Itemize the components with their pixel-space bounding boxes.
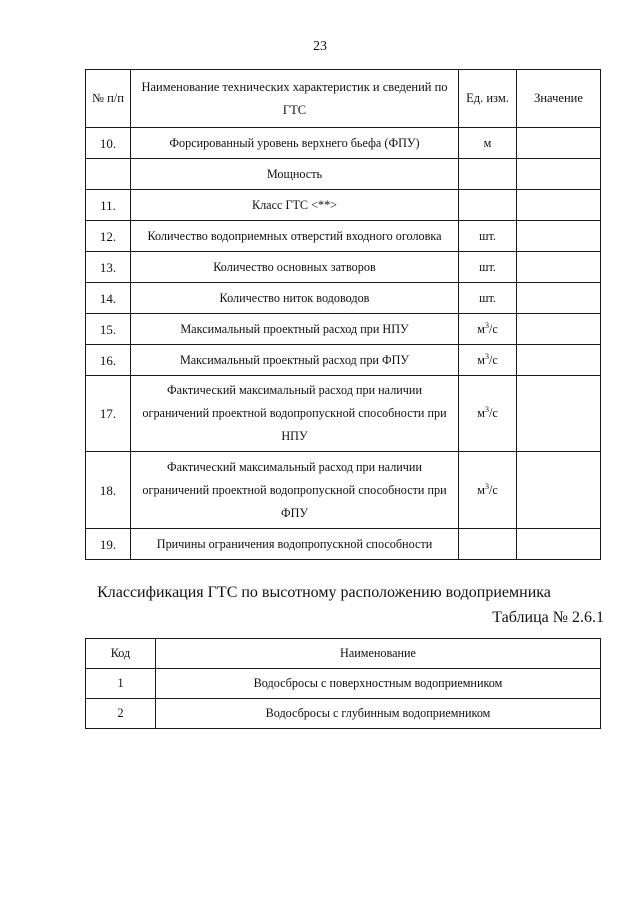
spec-table-header-row xyxy=(86,70,601,128)
page-number: 23 xyxy=(313,39,327,54)
unit-tail: /с xyxy=(488,482,498,497)
unit-exponent: 3 xyxy=(484,320,489,330)
header-name: Наименование xyxy=(156,639,601,669)
unit-exponent: 3 xyxy=(484,351,489,361)
row-num: 18. xyxy=(86,452,131,529)
row-unit xyxy=(459,159,517,190)
classification-header-row xyxy=(86,639,601,669)
row-value xyxy=(517,159,601,190)
header-value: Значение xyxy=(517,70,601,128)
row-unit: м xyxy=(459,128,517,159)
table-row xyxy=(86,159,601,190)
row-value xyxy=(517,128,601,159)
table-row xyxy=(86,128,601,159)
row-name: Количество основных затворов xyxy=(131,252,459,283)
unit-tail: /с xyxy=(488,321,498,336)
row-code: 2 xyxy=(86,699,156,729)
table-row xyxy=(86,529,601,560)
row-name: Фактический максимальный расход при наличии ограничений проектной водопропускной способности при НПУ xyxy=(131,376,459,452)
classification-table xyxy=(85,638,601,729)
row-unit: шт. xyxy=(459,252,517,283)
table-row xyxy=(86,699,601,729)
row-unit xyxy=(459,376,517,452)
row-num: 19. xyxy=(86,529,131,560)
row-code: 1 xyxy=(86,669,156,699)
row-num: 14. xyxy=(86,283,131,314)
header-num: № п/п xyxy=(86,70,131,128)
row-name: Количество водоприемных отверстий входного оголовка xyxy=(131,221,459,252)
table-row xyxy=(86,345,601,376)
unit-base: м xyxy=(477,406,485,420)
row-num xyxy=(86,159,131,190)
unit-tail: /с xyxy=(488,406,498,420)
table-row xyxy=(86,283,601,314)
row-name: Фактический максимальный расход при наличии ограничений проектной водопропускной способности при ФПУ xyxy=(131,452,459,529)
table-row xyxy=(86,669,601,699)
spec-table xyxy=(85,69,601,560)
row-name: Максимальный проектный расход при НПУ xyxy=(131,314,459,345)
row-name: Количество ниток водоводов xyxy=(131,283,459,314)
row-num: 17. xyxy=(86,376,131,452)
table-row xyxy=(86,221,601,252)
row-value xyxy=(517,190,601,221)
table-row xyxy=(86,190,601,221)
row-num: 13. xyxy=(86,252,131,283)
row-unit xyxy=(459,452,517,529)
table-row xyxy=(86,314,601,345)
unit-base: м xyxy=(477,321,485,336)
unit-base: м xyxy=(477,352,485,367)
header-name: Наименование технических характеристик и сведений по ГТС xyxy=(131,70,459,128)
row-value xyxy=(517,529,601,560)
row-name: Форсированный уровень верхнего бьефа (ФПУ) xyxy=(131,128,459,159)
header-code: Код xyxy=(86,639,156,669)
row-name: Причины ограничения водопропускной способности xyxy=(131,529,459,560)
row-value xyxy=(517,221,601,252)
row-unit: шт. xyxy=(459,221,517,252)
section-title: Классификация ГТС по высотному расположению водоприемника xyxy=(97,584,551,601)
row-value xyxy=(517,452,601,529)
row-value xyxy=(517,283,601,314)
row-num: 15. xyxy=(86,314,131,345)
unit-exponent: 3 xyxy=(484,405,489,414)
row-unit xyxy=(459,190,517,221)
row-unit xyxy=(459,314,517,345)
unit-tail: /с xyxy=(488,352,498,367)
unit-exponent: 3 xyxy=(484,481,489,491)
row-unit: шт. xyxy=(459,283,517,314)
row-num: 16. xyxy=(86,345,131,376)
row-value xyxy=(517,252,601,283)
row-num: 11. xyxy=(86,190,131,221)
row-unit xyxy=(459,345,517,376)
row-name: Водосбросы с глубинным водоприемником xyxy=(156,699,601,729)
unit-base: м xyxy=(477,482,485,497)
table-row xyxy=(86,252,601,283)
row-name: Мощность xyxy=(131,159,459,190)
row-name: Максимальный проектный расход при ФПУ xyxy=(131,345,459,376)
row-value xyxy=(517,345,601,376)
row-num: 10. xyxy=(86,128,131,159)
row-name: Класс ГТС <**> xyxy=(131,190,459,221)
row-value xyxy=(517,376,601,452)
table-caption: Таблица № 2.6.1 xyxy=(492,609,604,626)
table-row xyxy=(86,376,601,452)
row-unit xyxy=(459,529,517,560)
row-value xyxy=(517,314,601,345)
row-num: 12. xyxy=(86,221,131,252)
row-name: Водосбросы с поверхностным водоприемником xyxy=(156,669,601,699)
header-unit: Ед. изм. xyxy=(459,70,517,128)
table-row xyxy=(86,452,601,529)
